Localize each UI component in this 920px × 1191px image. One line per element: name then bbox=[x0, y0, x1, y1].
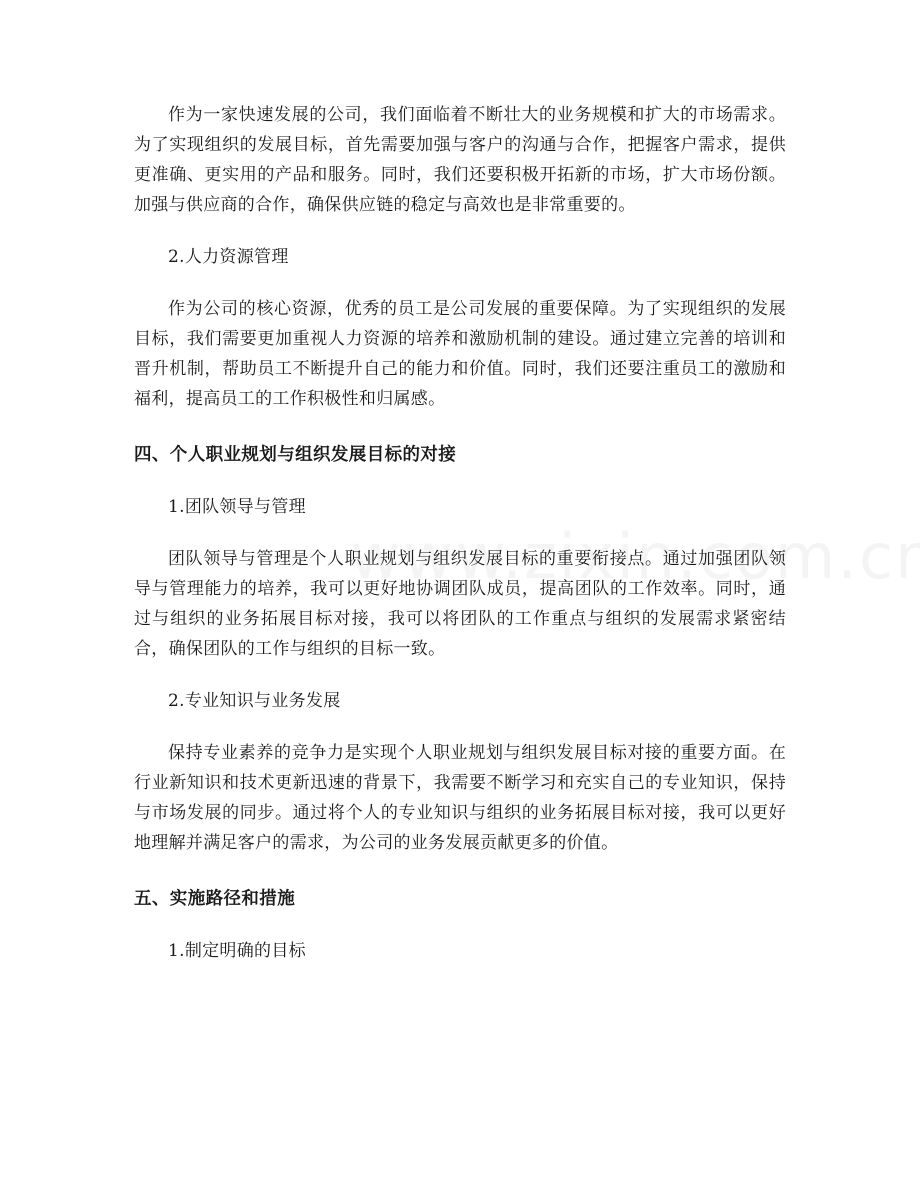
paragraph-professional-knowledge: 保持专业素养的竞争力是实现个人职业规划与组织发展目标对接的重要方面。在行业新知识和技术更新迅速的背景下，我需要不断学习和充实自己的专业知识，保持与市场发展的同步。通过将个人的专业知识与组织的业务拓展目标对接，我可以更好地理解并满足客户的需求，为公司的业务发展贡献更多的价值。 bbox=[134, 743, 786, 853]
section-heading-4: 四、个人职业规划与组织发展目标的对接 bbox=[134, 445, 457, 465]
paragraph-team-leadership: 团队领导与管理是个人职业规划与组织发展目标的重要衔接点。通过加强团队领导与管理能力的培养，我可以更好地协调团队成员，提高团队的工作效率。同时，通过与组织的业务拓展目标对接，我可以将团队的工作重点与组织的发展需求紧密结合，确保团队的工作与组织的目标一致。 bbox=[134, 549, 786, 659]
section-heading-5: 五、实施路径和措施 bbox=[134, 889, 296, 909]
document-body bbox=[134, 100, 786, 966]
subheading-hr-management: 2.人力资源管理 bbox=[168, 247, 289, 267]
subheading-clear-goals: 1.制定明确的目标 bbox=[168, 941, 306, 961]
subheading-professional-knowledge: 2.专业知识与业务发展 bbox=[168, 691, 341, 711]
paragraph-hr-management: 作为公司的核心资源，优秀的员工是公司发展的重要保障。为了实现组织的发展目标，我们需要更加重视人力资源的培养和激励机制的建设。通过建立完善的培训和晋升机制，帮助员工不断提升自己的能力和价值。同时，我们还要注重员工的激励和福利，提高员工的工作积极性和归属感。 bbox=[134, 299, 786, 409]
paragraph-market-demand: 作为一家快速发展的公司，我们面临着不断壮大的业务规模和扩大的市场需求。为了实现组织的发展目标，首先需要加强与客户的沟通与合作，把握客户需求，提供更准确、更实用的产品和服务。同时，我们还要积极开拓新的市场，扩大市场份额。加强与供应商的合作，确保供应链的稳定与高效也是非常重要的。 bbox=[134, 105, 786, 215]
subheading-team-leadership: 1.团队领导与管理 bbox=[168, 497, 306, 517]
